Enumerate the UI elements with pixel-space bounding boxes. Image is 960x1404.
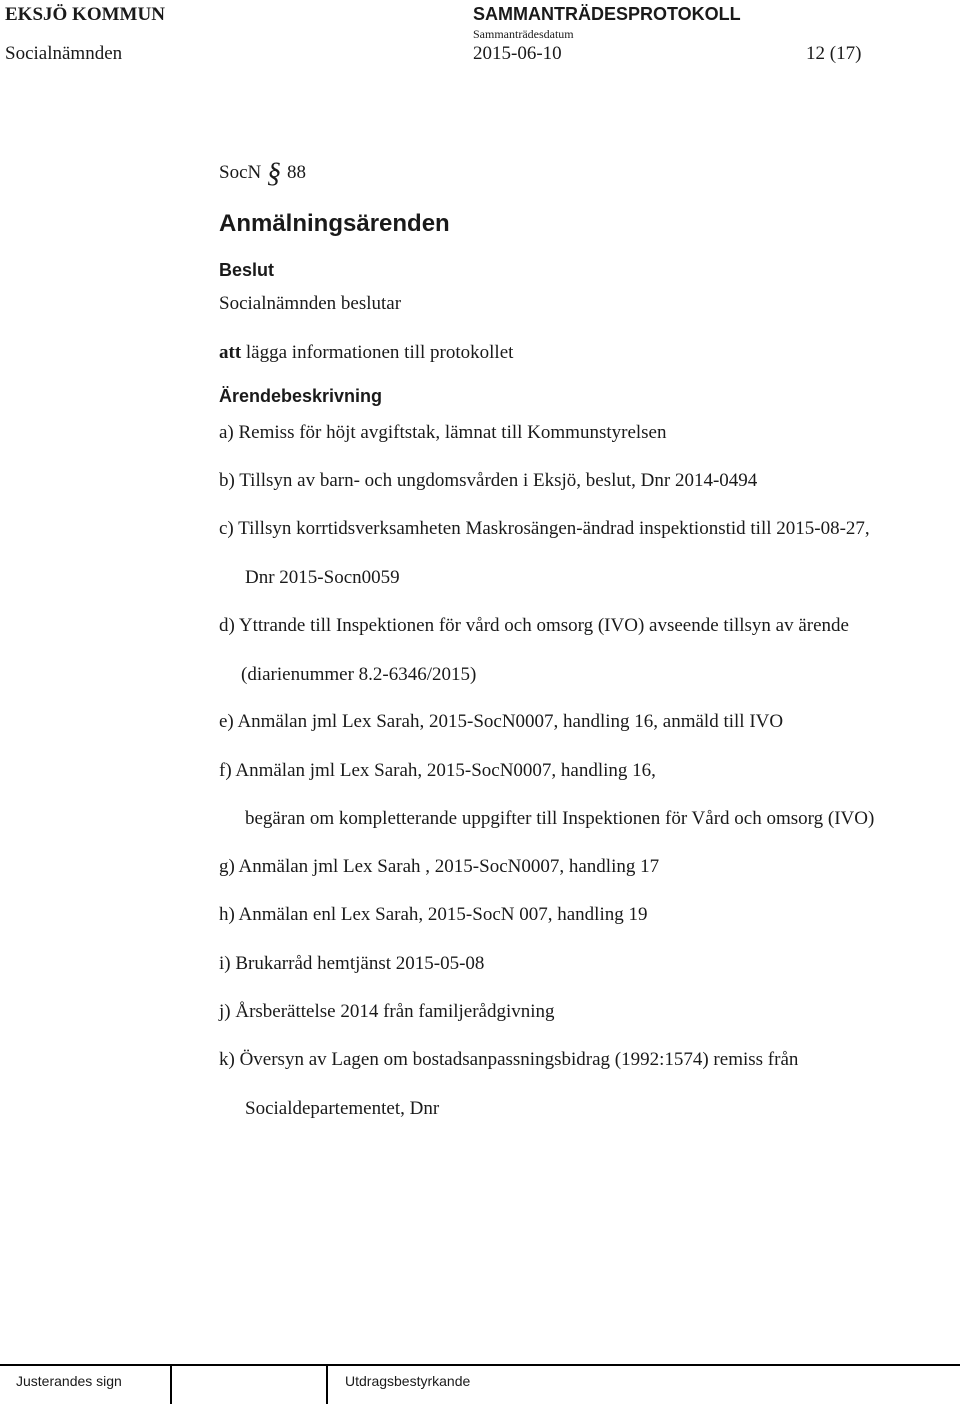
committee-name: Socialnämnden [5, 43, 123, 64]
list-item: f) Anmälan jml Lex Sarah, 2015-SocN0007, handling 16, [219, 760, 656, 781]
list-item: h) Anmälan enl Lex Sarah, 2015-SocN 007, handling 19 [219, 904, 648, 925]
list-item: k) Översyn av Lagen om bostadsanpassningsbidrag (1992:1574) remiss från [219, 1049, 799, 1070]
footer-separator [170, 1364, 172, 1404]
list-item: e) Anmälan jml Lex Sarah, 2015-SocN0007, handling 16, anmäld till IVO [219, 711, 784, 732]
list-item: j) Årsberättelse 2014 från familjerådgivning [219, 1001, 555, 1022]
date-label: Sammanträdesdatum [473, 27, 574, 41]
decision-text: Socialnämnden beslutar [219, 293, 402, 314]
decision-statement [219, 342, 513, 364]
list-item: g) Anmälan jml Lex Sarah , 2015-SocN0007, handling 17 [219, 856, 660, 877]
org-name: EKSJÖ KOMMUN [5, 4, 165, 25]
list-item-continuation: begäran om kompletterande uppgifter till Inspektionen för Vård och omsorg (IVO) [245, 808, 875, 829]
paragraph-mark: § [267, 158, 281, 189]
footer-divider [0, 1364, 960, 1366]
list-item-continuation: Dnr 2015-Socn0059 [245, 567, 400, 588]
page-number: 12 (17) [806, 43, 862, 64]
paragraph-ref: SocN [219, 162, 262, 183]
list-item: c) Tillsyn korrtidsverksamheten Maskrosängen-ändrad inspektionstid till 2015-08-27, [219, 518, 870, 539]
description-heading: Ärendebeskrivning [219, 386, 383, 406]
list-item: b) Tillsyn av barn- och ungdomsvården i Eksjö, beslut, Dnr 2014-0494 [219, 470, 758, 491]
list-item: i) Brukarråd hemtjänst 2015-05-08 [219, 953, 485, 974]
list-item: d) Yttrande till Inspektionen för vård och omsorg (IVO) avseende tillsyn av ärende [219, 615, 849, 636]
list-item-continuation: (diarienummer 8.2-6346/2015) [241, 664, 477, 685]
protocol-title: SAMMANTRÄDESPROTOKOLL [473, 4, 741, 24]
list-item: a) Remiss för höjt avgiftstak, lämnat till Kommunstyrelsen [219, 422, 667, 443]
footer-extract-label: Utdragsbestyrkande [345, 1373, 471, 1389]
att-keyword: att [219, 342, 242, 363]
page-title: Anmälningsärenden [219, 210, 450, 237]
att-text: lägga informationen till protokollet [241, 342, 514, 363]
footer-sign-label: Justerandes sign [16, 1373, 122, 1389]
paragraph-number: 88 [287, 162, 306, 183]
decision-heading: Beslut [219, 260, 275, 280]
footer-separator [326, 1364, 328, 1404]
meeting-date: 2015-06-10 [473, 43, 562, 64]
list-item-continuation: Socialdepartementet, Dnr [245, 1098, 440, 1119]
